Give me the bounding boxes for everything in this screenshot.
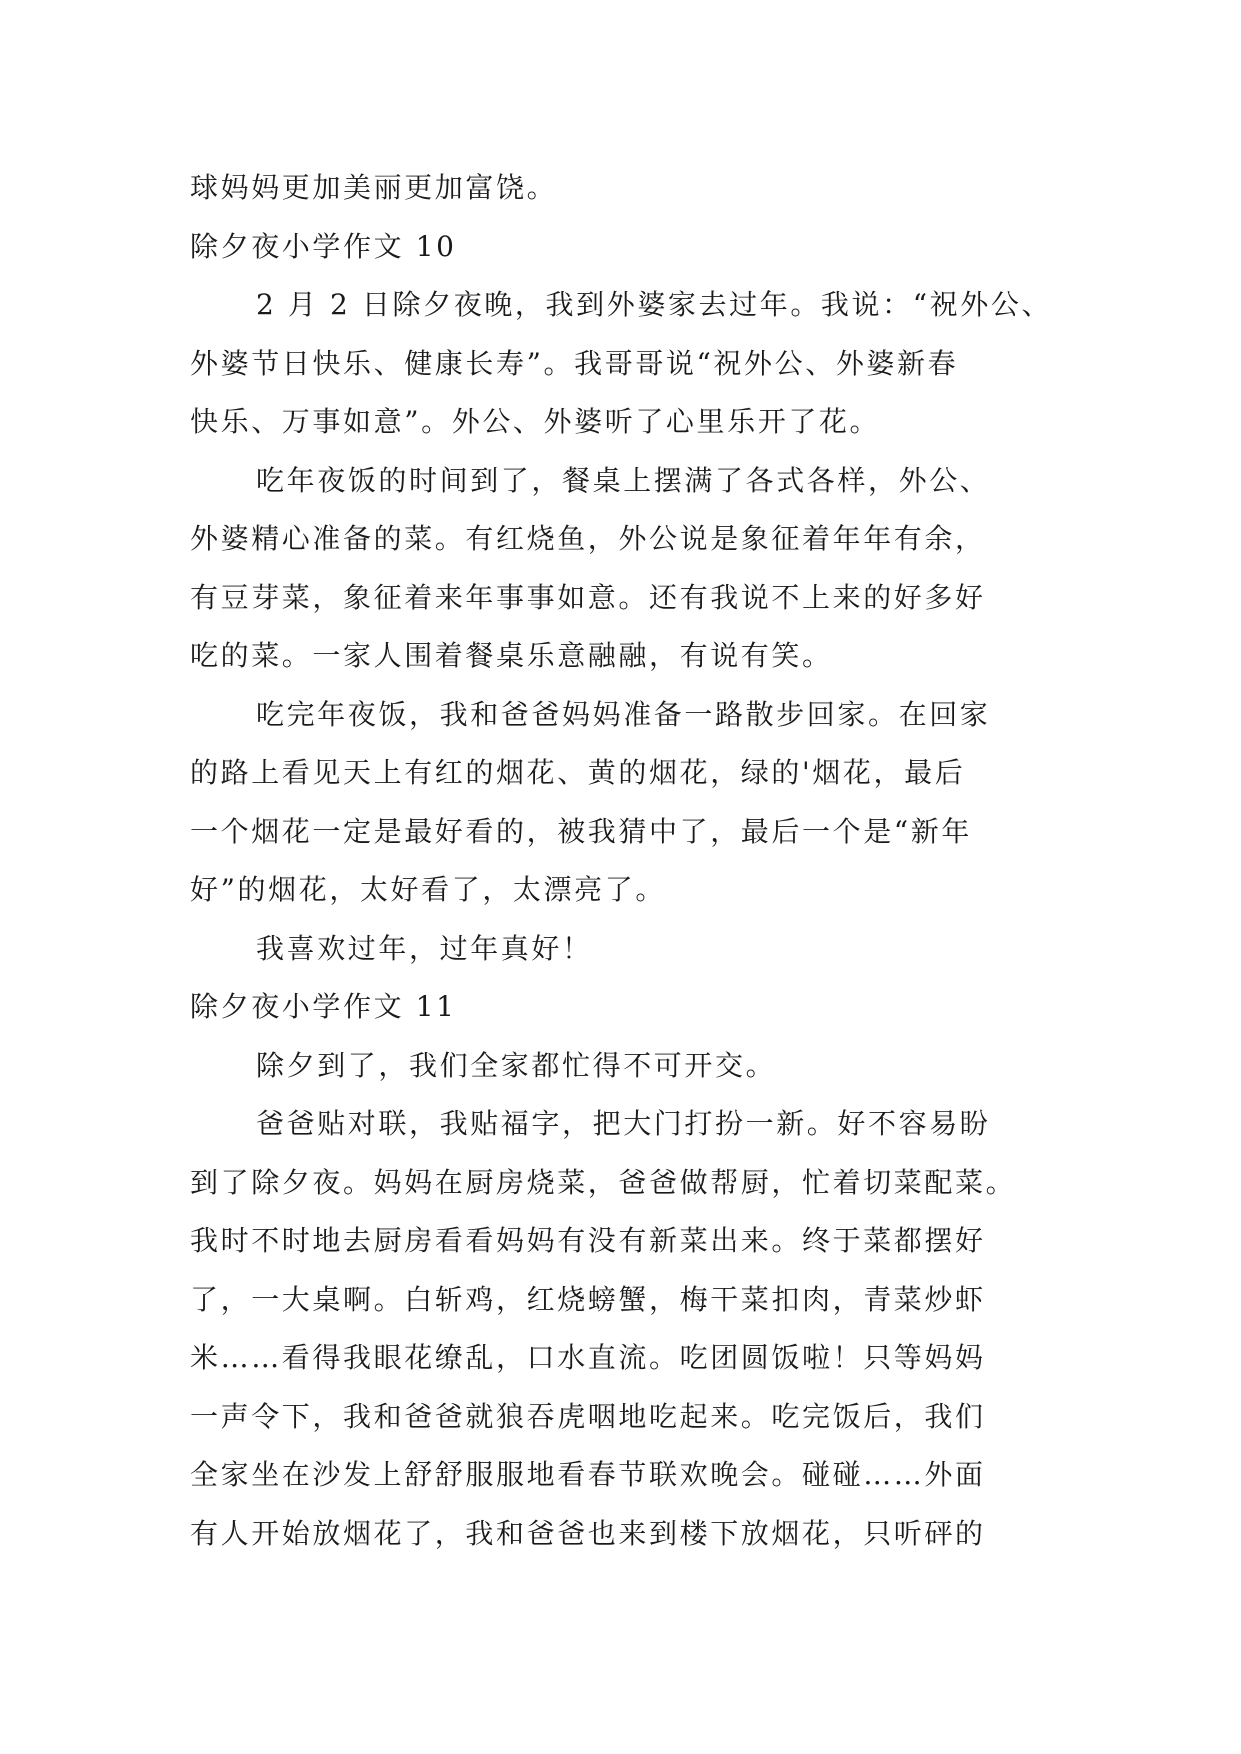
paragraph-first-line: 除夕到了，我们全家都忙得不可开交。 <box>256 1048 777 1082</box>
text-line: 吃的菜。一家人围着餐桌乐意融融，有说有笑。 <box>190 639 833 672</box>
paragraph-first-line: 2 月 2 日除夕夜晚，我到外婆家去过年。我说：“祝外公、 <box>256 288 1053 321</box>
text-line: 好”的烟花，太好看了，太漂亮了。 <box>190 873 666 906</box>
paragraph-first-line: 吃完年夜饭，我和爸爸妈妈准备一路散步回家。在回家 <box>256 697 991 731</box>
text-line: 了，一大桌啊。白斩鸡，红烧螃蟹，梅干菜扣肉，青菜炒虾 <box>190 1282 986 1316</box>
text-line: 到了除夕夜。妈妈在厨房烧菜，爸爸做帮厨，忙着切菜配菜。 <box>190 1165 1017 1199</box>
text-line: 球妈妈更加美丽更加富饶。 <box>190 171 558 204</box>
section-heading: 除夕夜小学作文 11 <box>190 990 457 1023</box>
section-heading: 除夕夜小学作文 10 <box>190 229 457 263</box>
paragraph-first-line: 我喜欢过年，过年真好！ <box>256 931 593 965</box>
text-line: 的路上看见天上有红的烟花、黄的烟花，绿的'烟花，最后 <box>190 756 966 789</box>
paragraph-first-line: 吃年夜饭的时间到了，餐桌上摆满了各式各样，外公、 <box>256 463 991 497</box>
text-line: 外婆节日快乐、健康长寿”。我哥哥说“祝外公、外婆新春 <box>190 346 959 380</box>
text-line: 一声令下，我和爸爸就狼吞虎咽地吃起来。吃完饭后，我们 <box>190 1399 986 1433</box>
text-line: 一个烟花一定是最好看的，被我猜中了，最后一个是“新年 <box>190 814 972 848</box>
text-line: 外婆精心准备的菜。有红烧鱼，外公说是象征着年年有余， <box>190 522 986 555</box>
paragraph-first-line: 爸爸贴对联，我贴福字，把大门打扮一新。好不容易盼 <box>256 1107 991 1140</box>
text-line: 有豆芽菜，象征着来年事事如意。还有我说不上来的好多好 <box>190 580 986 614</box>
document-body <box>190 159 1060 1563</box>
text-line: 快乐、万事如意”。外公、外婆听了心里乐开了花。 <box>190 405 881 438</box>
text-line: 米……看得我眼花缭乱，口水直流。吃团圆饭啦！只等妈妈 <box>190 1341 986 1374</box>
text-line: 有人开始放烟花了，我和爸爸也来到楼下放烟花，只听砰的 <box>190 1516 986 1550</box>
text-line: 我时不时地去厨房看看妈妈有没有新菜出来。终于菜都摆好 <box>190 1224 986 1257</box>
text-line: 全家坐在沙发上舒舒服服地看春节联欢晚会。碰碰……外面 <box>190 1458 986 1491</box>
